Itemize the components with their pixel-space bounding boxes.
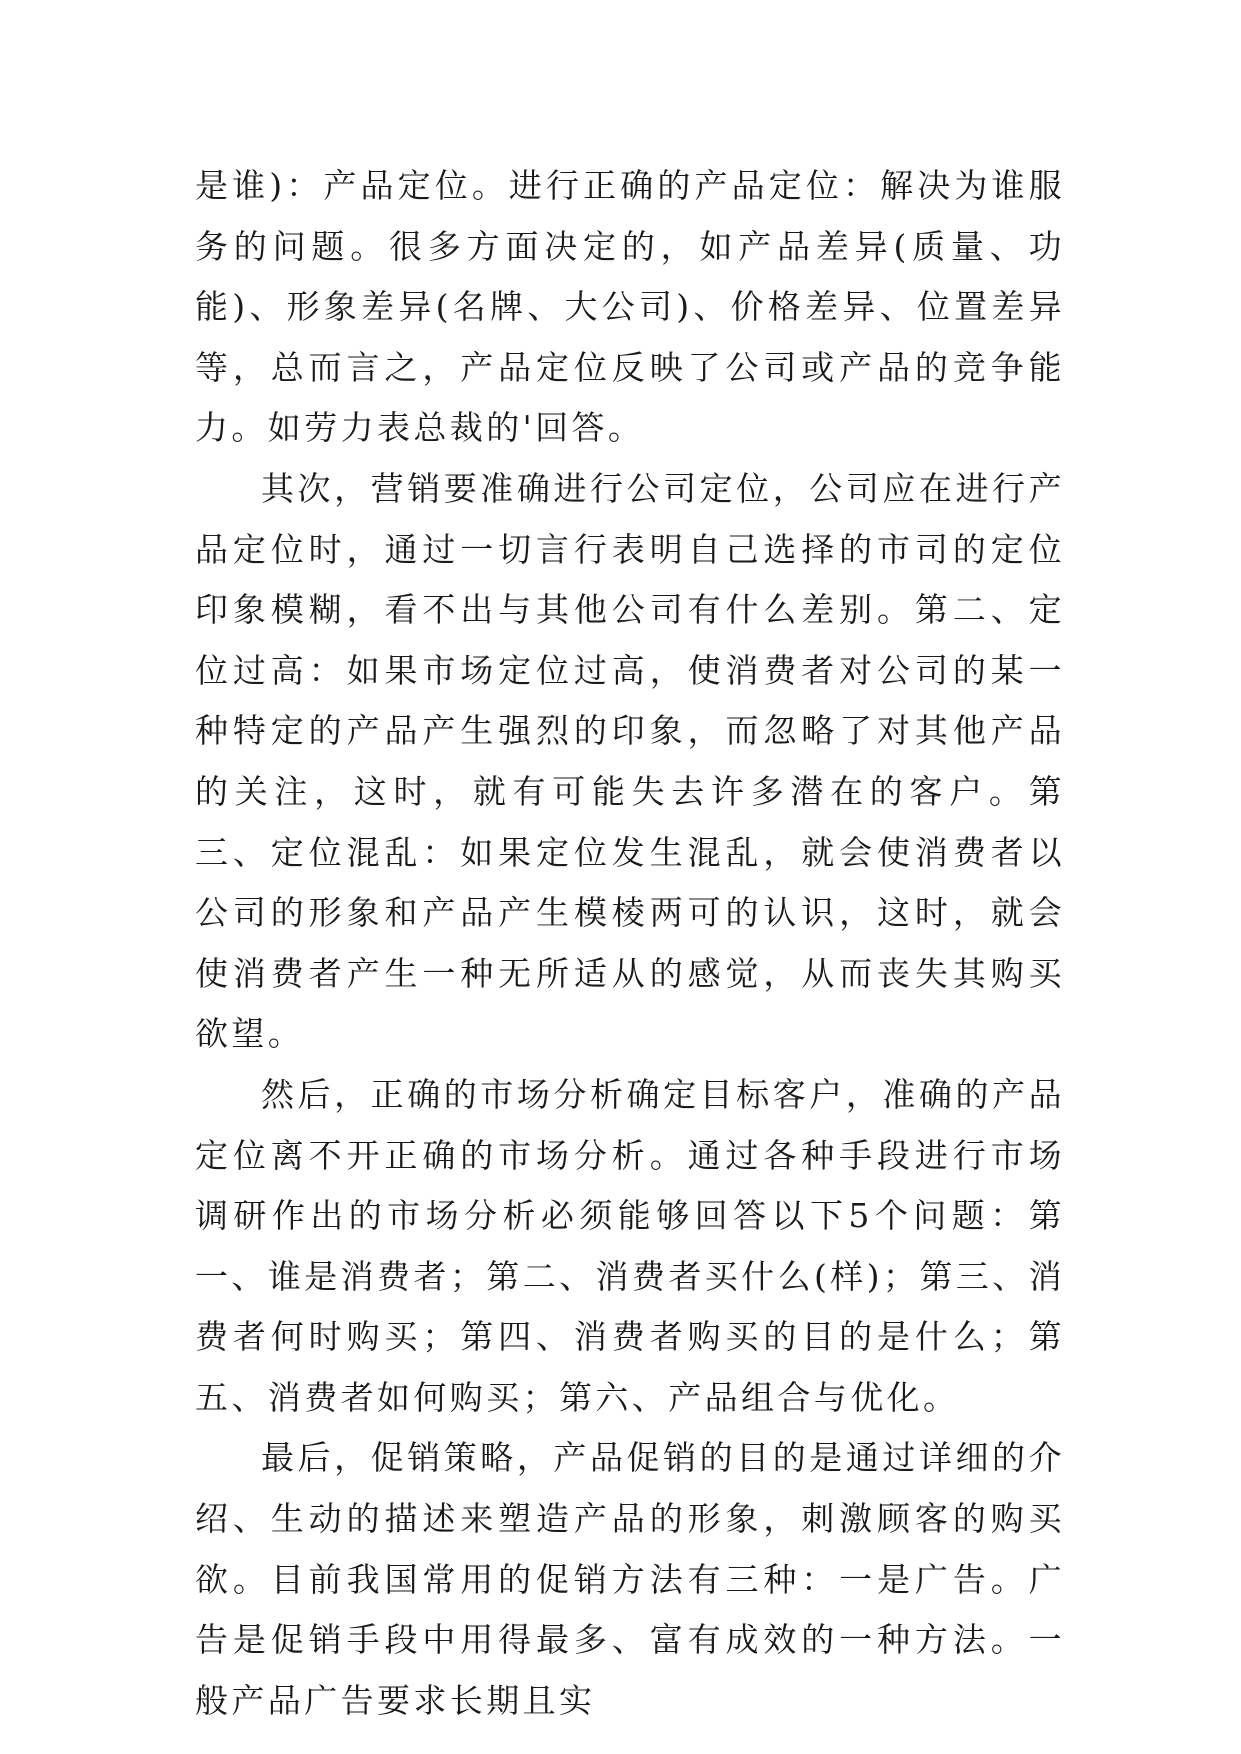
paragraph-2: 其次，营销要准确进行公司定位，公司应在进行产品定位时，通过一切言行表明自己选择的市司的定位印象模糊，看不出与其他公司有什么差别。第二、定位过高：如果市场定位过高，使消费者对公司的某一种特定的产品产生强烈的印象，而忽略了对其他产品的关注，这时，就有可能失去许多潜在的客户。第三、定位混乱：如果定位发生混乱，就会使消费者以公司的形象和产品产生模棱两可的认识，这时，就会使消费者产生一种无所适从的感觉，从而丧失其购买欲望。 — [195, 468, 1065, 1054]
paragraph-1: 是谁)：产品定位。进行正确的产品定位：解决为谁服务的问题。很多方面决定的，如产品差异(质量、功能)、形象差异(名牌、大公司)、价格差异、位置差异等，总而言之，产品定位反映了公司或产品的竞争能力。如劳力表总裁的'回答。 — [195, 166, 1065, 448]
document-page — [195, 156, 1065, 1731]
paragraph-4: 最后，促销策略，产品促销的目的是通过详细的介绍、生动的描述来塑造产品的形象，刺激顾客的购买欲。目前我国常用的促销方法有三种：一是广告。广告是促销手段中用得最多、富有成效的一种方法。一般产品广告要求长期且实 — [195, 1438, 1065, 1720]
paragraph-3: 然后，正确的市场分析确定目标客户，准确的产品定位离不开正确的市场分析。通过各种手段进行市场调研作出的市场分析必须能够回答以下5个问题：第一、谁是消费者；第二、消费者买什么(样)；第三、消费者何时购买；第四、消费者购买的目的是什么；第五、消费者如何购买；第六、产品组合与优化。 — [195, 1074, 1065, 1417]
